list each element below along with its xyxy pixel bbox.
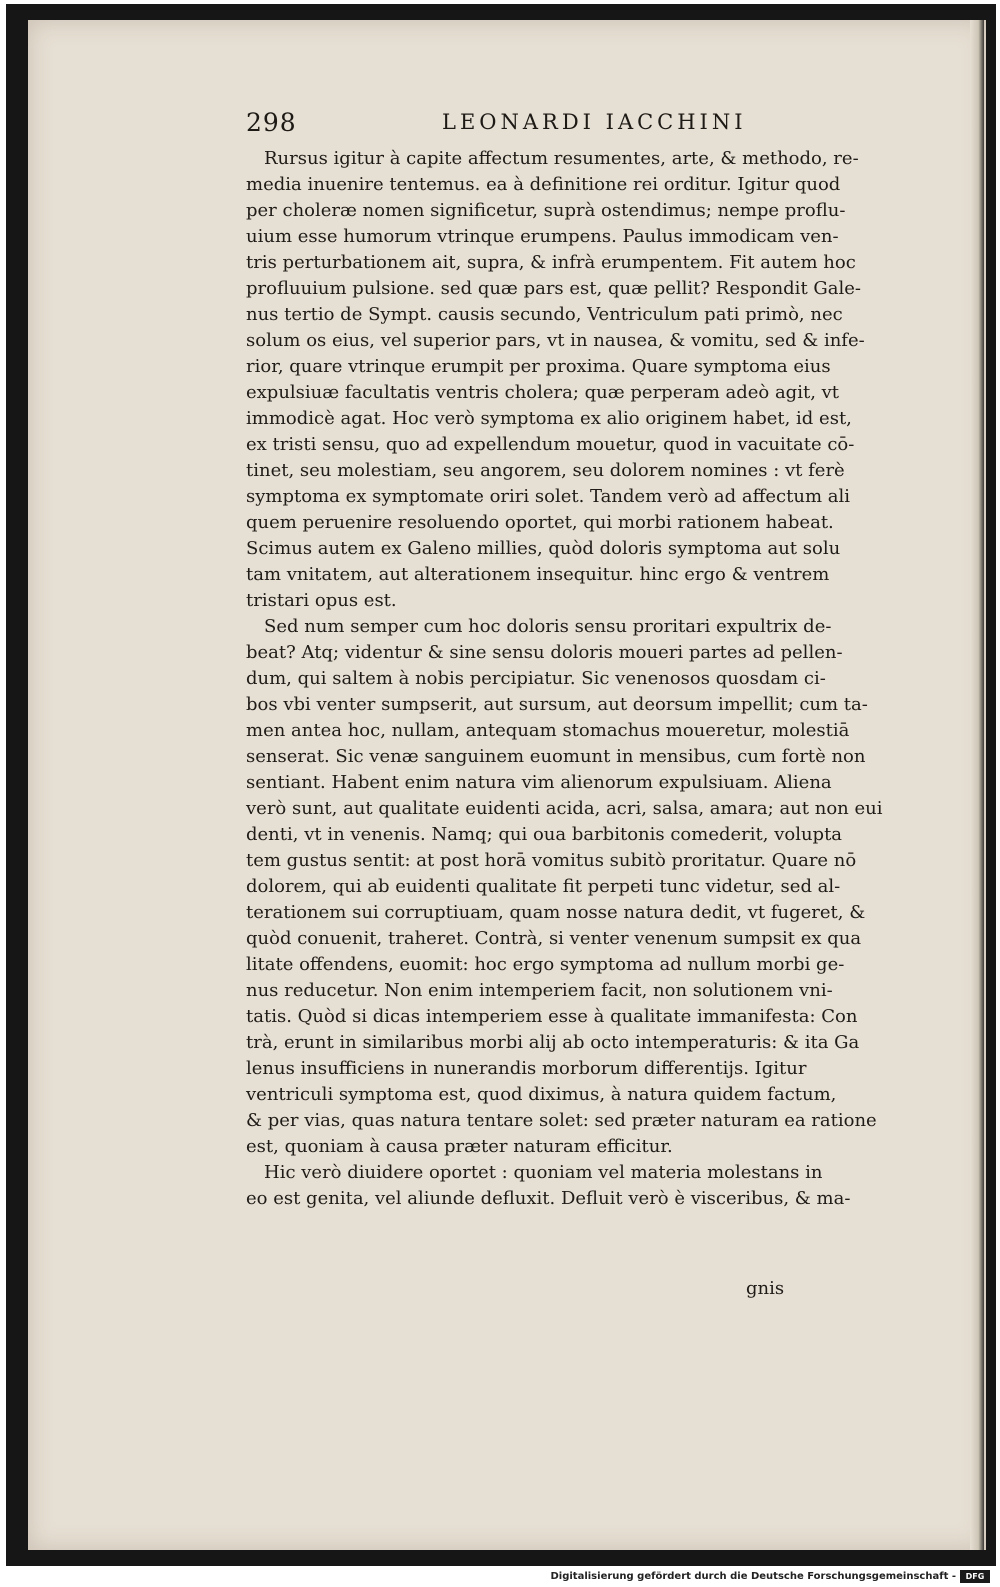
running-title: LEONARDI IACCHINI: [442, 110, 747, 134]
text-line: trà, erunt in similaribus morbi alij ab octo intemperaturis: & ita Ga: [246, 1032, 860, 1053]
text-line: ventriculi symptoma est, quod diximus, à natura quidem factum,: [246, 1084, 837, 1105]
text-line: per choleræ nomen significetur, suprà ostendimus; nempe proflu-: [246, 200, 846, 221]
text-line: Sed num semper cum hoc doloris sensu proritari expultrix de-: [264, 616, 832, 637]
text-line: bos vbi venter sumpserit, aut sursum, aut deorsum impellit; cum ta-: [246, 694, 868, 715]
text-line: beat? Atq; videntur & sine sensu doloris moueri partes ad pellen-: [246, 642, 843, 663]
text-line: uium esse humorum vtrinque erumpens. Paulus immodicam ven-: [246, 226, 839, 247]
text-line: quem peruenire resoluendo oportet, qui morbi rationem habeat.: [246, 512, 834, 533]
text-line: profluuium pulsione. sed quæ pars est, quæ pellit? Respondit Gale-: [246, 278, 861, 299]
footer-bar: [0, 1566, 1000, 1587]
catchword: gnis: [746, 1278, 785, 1299]
text-line: nus tertio de Sympt. causis secundo, Ventriculum pati primò, nec: [246, 304, 843, 325]
text-line: lenus insufficiens in nunerandis morborum differentijs. Igitur: [246, 1058, 807, 1079]
text-line: Rursus igitur à capite affectum resumentes, arte, & methodo, re-: [264, 148, 859, 169]
text-line: dolorem, qui ab euidenti qualitate fit perpeti tunc videtur, sed al-: [246, 876, 841, 897]
text-line: tam vnitatem, aut alterationem insequitur. hinc ergo & ventrem: [246, 564, 830, 585]
text-line: tem gustus sentit: at post horā vomitus subitò proritatur. Quare nō: [246, 850, 857, 871]
text-line: media inuenire tentemus. ea à definitione rei orditur. Igitur quod: [246, 174, 841, 195]
text-line: litate offendens, euomit: hoc ergo symptoma ad nullum morbi ge-: [246, 954, 845, 975]
text-line: rior, quare vtrinque erumpit per proxima. Quare symptoma eius: [246, 356, 831, 377]
text-line: Hic verò diuidere oportet : quoniam vel materia molestans in: [264, 1162, 823, 1183]
text-line: solum os eius, vel superior pars, vt in nausea, & vomitu, sed & infe-: [246, 330, 865, 351]
page-edge-shadow: [970, 20, 984, 1550]
text-line: terationem sui corruptiuam, quam nosse natura dedit, vt fugeret, &: [246, 902, 866, 923]
body-text: [246, 146, 883, 1212]
dfg-logo-icon: DFG: [960, 1570, 990, 1583]
text-line: senserat. Sic venæ sanguinem euomunt in mensibus, cum fortè non: [246, 746, 866, 767]
text-line: men antea hoc, nullam, antequam stomachus moueretur, molestiā: [246, 720, 850, 741]
page-number: 298: [246, 108, 297, 137]
funding-note: Digitalisierung gefördert durch die Deutsche Forschungsgemeinschaft -: [550, 1571, 956, 1582]
text-line: Scimus autem ex Galeno millies, quòd doloris symptoma aut solu: [246, 538, 841, 559]
text-line: est, quoniam à causa præter naturam efficitur.: [246, 1136, 673, 1157]
text-line: immodicè agat. Hoc verò symptoma ex alio originem habet, id est,: [246, 408, 852, 429]
text-line: tatis. Quòd si dicas intemperiem esse à qualitate immanifesta: Con: [246, 1006, 858, 1027]
text-line: nus reducetur. Non enim intemperiem facit, non solutionem vni-: [246, 980, 833, 1001]
text-line: denti, vt in venenis. Namq; qui oua barbitonis comederit, volupta: [246, 824, 843, 845]
page-header: [246, 108, 806, 144]
text-line: sentiant. Habent enim natura vim alienorum expulsiuam. Aliena: [246, 772, 832, 793]
text-line: verò sunt, aut qualitate euidenti acida, acri, salsa, amara; aut non eui: [246, 798, 883, 819]
text-line: tris perturbationem ait, supra, & infrà erumpentem. Fit autem hoc: [246, 252, 856, 273]
text-line: expulsiuæ facultatis ventris cholera; quæ perperam adeò agit, vt: [246, 382, 840, 403]
text-line: quòd conuenit, traheret. Contrà, si venter venenum sumpsit ex qua: [246, 928, 862, 949]
text-line: dum, qui saltem à nobis percipiatur. Sic venenosos quosdam ci-: [246, 668, 826, 689]
text-line: ex tristi sensu, quo ad expellendum mouetur, quod in vacuitate cō-: [246, 434, 855, 455]
text-line: eo est genita, vel aliunde defluxit. Defluit verò è visceribus, & ma-: [246, 1188, 851, 1209]
text-line: tristari opus est.: [246, 590, 397, 611]
text-line: & per vias, quas natura tentare solet: sed præter naturam ea ratione: [246, 1110, 877, 1131]
text-line: tinet, seu molestiam, seu angorem, seu dolorem nomines : vt ferè: [246, 460, 845, 481]
text-line: symptoma ex symptomate oriri solet. Tandem verò ad affectum ali: [246, 486, 851, 507]
